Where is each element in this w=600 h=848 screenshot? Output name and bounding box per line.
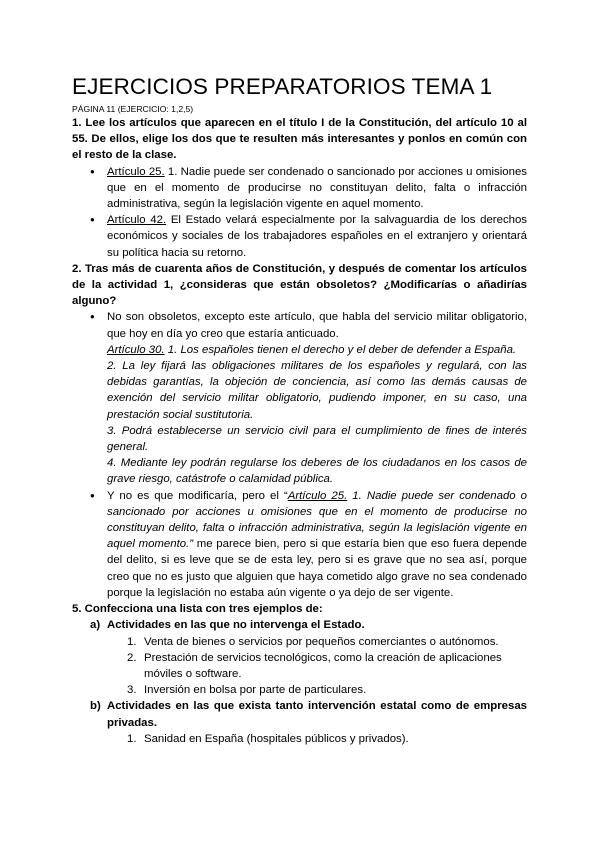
question-5: 5. Confecciona una lista con tres ejemplos de: xyxy=(72,603,323,616)
section-letter: a) xyxy=(90,619,101,632)
item-text: Prestación de servicios tecnológicos, como la creación de aplicaciones móviles o software. xyxy=(144,651,502,680)
question-2: 2. Tras más de cuarenta años de Constitución, y después de comentar los artículos de la actividad 1, ¿consideras que están obsoletos? ¿Modificarías o añadirías alguno? xyxy=(72,262,527,308)
item-number: 1. xyxy=(127,635,137,648)
question-1: 1. Lee los artículos que aparecen en el título I de la Constitución, del artículo 10 al 55. De ellos, elige los dos que te resulten más interesantes y ponlos en común con el resto de la clase. xyxy=(72,117,527,162)
page-title: EJERCICIOS PREPARATORIOS TEMA 1 xyxy=(72,74,493,99)
question-2-list xyxy=(72,309,527,601)
item-number: 1. xyxy=(127,732,137,745)
list-item xyxy=(72,164,527,213)
question-1-list xyxy=(72,164,527,261)
article-30-p1: 1. Los españoles tienen el derecho y el deber de defender a España. xyxy=(164,343,517,356)
article-ref: Artículo 30. xyxy=(107,343,165,356)
answer-intro: No son obsoletos, excepto este artículo, que habla del servicio militar obligatorio, que hoy en día yo creo que estaría anticuado. xyxy=(107,311,527,340)
article-30-p3: 3. Podrá establecerse un servicio civil para el cumplimiento de fines de interés general. xyxy=(107,424,527,454)
item-number: 2. xyxy=(127,651,137,664)
list-item xyxy=(72,212,527,261)
article-text: El Estado velará especialmente por la salvaguardia de los derechos económicos y sociales de los trabajadores españoles en el extranjero y orientará su política hacia su retorno. xyxy=(107,214,528,259)
article-30-p2: 2. La ley fijará las obligaciones militares de los españoles y regulará, con las debidas garantías, la objeción de conciencia, así como las demás causas de exención del servicio militar obligatorio, pudiendo imponer, en su caso, una prestación social sustitutoria. xyxy=(107,360,527,421)
list-item xyxy=(72,731,527,747)
item-text: Sanidad en España (hospitales públicos y privados). xyxy=(144,732,409,745)
list-item xyxy=(72,650,527,682)
item-number: 3. xyxy=(127,684,137,697)
article-ref: Artículo 25. xyxy=(287,489,348,502)
item-text: Inversión en bolsa por parte de particulares. xyxy=(144,684,367,697)
answer-pre: Y no es que modificaría, pero el “ xyxy=(107,489,288,502)
answer-quote: 1. Nadie puede ser condenado o sancionado por acciones u omisiones que en el momento de producirse no constituyan delito, falta o infracción administrativa, según la legislación vigente en aquel momento.” xyxy=(107,489,527,551)
article-ref: Artículo 42. xyxy=(107,214,167,227)
list-item xyxy=(72,488,527,601)
item-text: Venta de bienes o servicios por pequeños comerciantes o autónomos. xyxy=(144,635,499,648)
page-subtitle: PÁGINA 11 (EJERCICIO: 1,2,5) xyxy=(72,104,194,114)
section-letter: b) xyxy=(90,700,101,713)
section-title: Actividades en las que no intervenga el Estado. xyxy=(107,619,365,632)
section-title: Actividades en las que exista tanto intervención estatal como de empresas privadas. xyxy=(107,700,527,729)
list-item xyxy=(72,634,527,650)
section-a xyxy=(72,617,527,633)
article-text: 1. Nadie puede ser condenado o sancionado por acciones u omisiones que en el momento de producirse no constituyan delito, falta o infracción administrativa, según la legislación vigente en aquel momento. xyxy=(107,165,527,211)
article-ref: Artículo 25. xyxy=(107,165,165,178)
article-30-p4: 4. Mediante ley podrán regularse los deberes de los ciudadanos en los casos de grave riesgo, catástrofe o calamidad pública. xyxy=(107,457,527,486)
answer-post: me parece bien, pero si que estaría bien que eso fuera depende del delito, si es leve que se de esta ley, pero si es grave que no sea así, porque creo que no es justo que alguien que haya cometido algo grave no sea condenado porque la legislación no estaba aún vigente o ya dejo de ser vigente. xyxy=(107,538,527,599)
list-item xyxy=(72,309,527,487)
document-page xyxy=(72,73,527,747)
section-b xyxy=(72,698,527,730)
list-item xyxy=(72,682,527,698)
